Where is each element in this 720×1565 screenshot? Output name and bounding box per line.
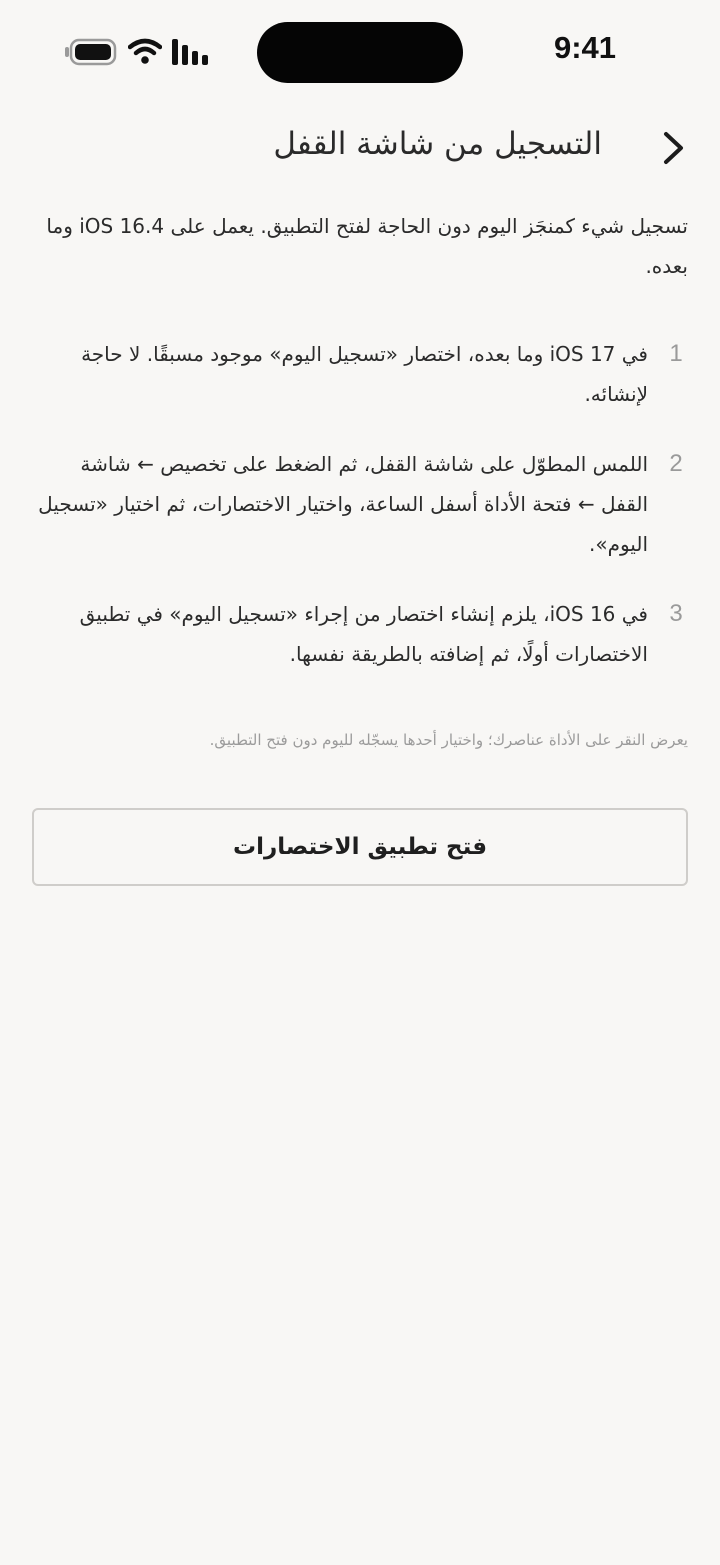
step-text: في iOS 17 وما بعده، اختصار «تسجيل اليوم» موجود مسبقًا. لا حاجة لإنشائه. [81, 342, 648, 406]
content [32, 206, 688, 860]
battery-icon [64, 38, 118, 66]
status-icons [64, 36, 214, 70]
wifi-icon [128, 36, 162, 66]
steps-list [32, 334, 688, 704]
intro-text: تسجيل شيء كمنجَز اليوم دون الحاجة لفتح التطبيق. يعمل على iOS 16.4 وما بعده. [46, 214, 688, 278]
chevron-icon [661, 130, 687, 166]
status-bar [0, 0, 720, 100]
step-item [32, 334, 688, 414]
note-text: يعرض النقر على الأداة عناصرك؛ واختيار أحدها يسجّله لليوم دون فتح التطبيق. [209, 731, 688, 749]
back-button[interactable] [650, 124, 698, 172]
step-number: 2 [669, 450, 683, 477]
step-item [32, 444, 688, 564]
step-text: اللمس المطوّل على شاشة القفل، ثم الضغط على تخصيص ← شاشة القفل ← فتحة الأداة أسفل الساعة، واختيار الاختصارات، ثم اختيار «تسجيل اليوم». [38, 452, 648, 556]
page-title: التسجيل من شاشة القفل [273, 126, 602, 162]
status-time: 9:41 [553, 30, 617, 65]
step-number: 3 [669, 600, 683, 627]
navigation-header [0, 118, 720, 178]
dynamic-island [257, 22, 463, 83]
step-item [32, 594, 688, 674]
signal-icon [170, 39, 210, 65]
step-number: 1 [669, 340, 683, 367]
open-shortcuts-button[interactable]: فتح تطبيق الاختصارات [32, 808, 688, 886]
step-text: في iOS 16، يلزم إنشاء اختصار من إجراء «تسجيل اليوم» في تطبيق الاختصارات أولًا، ثم إضافته بالطريقة نفسها. [79, 602, 648, 666]
